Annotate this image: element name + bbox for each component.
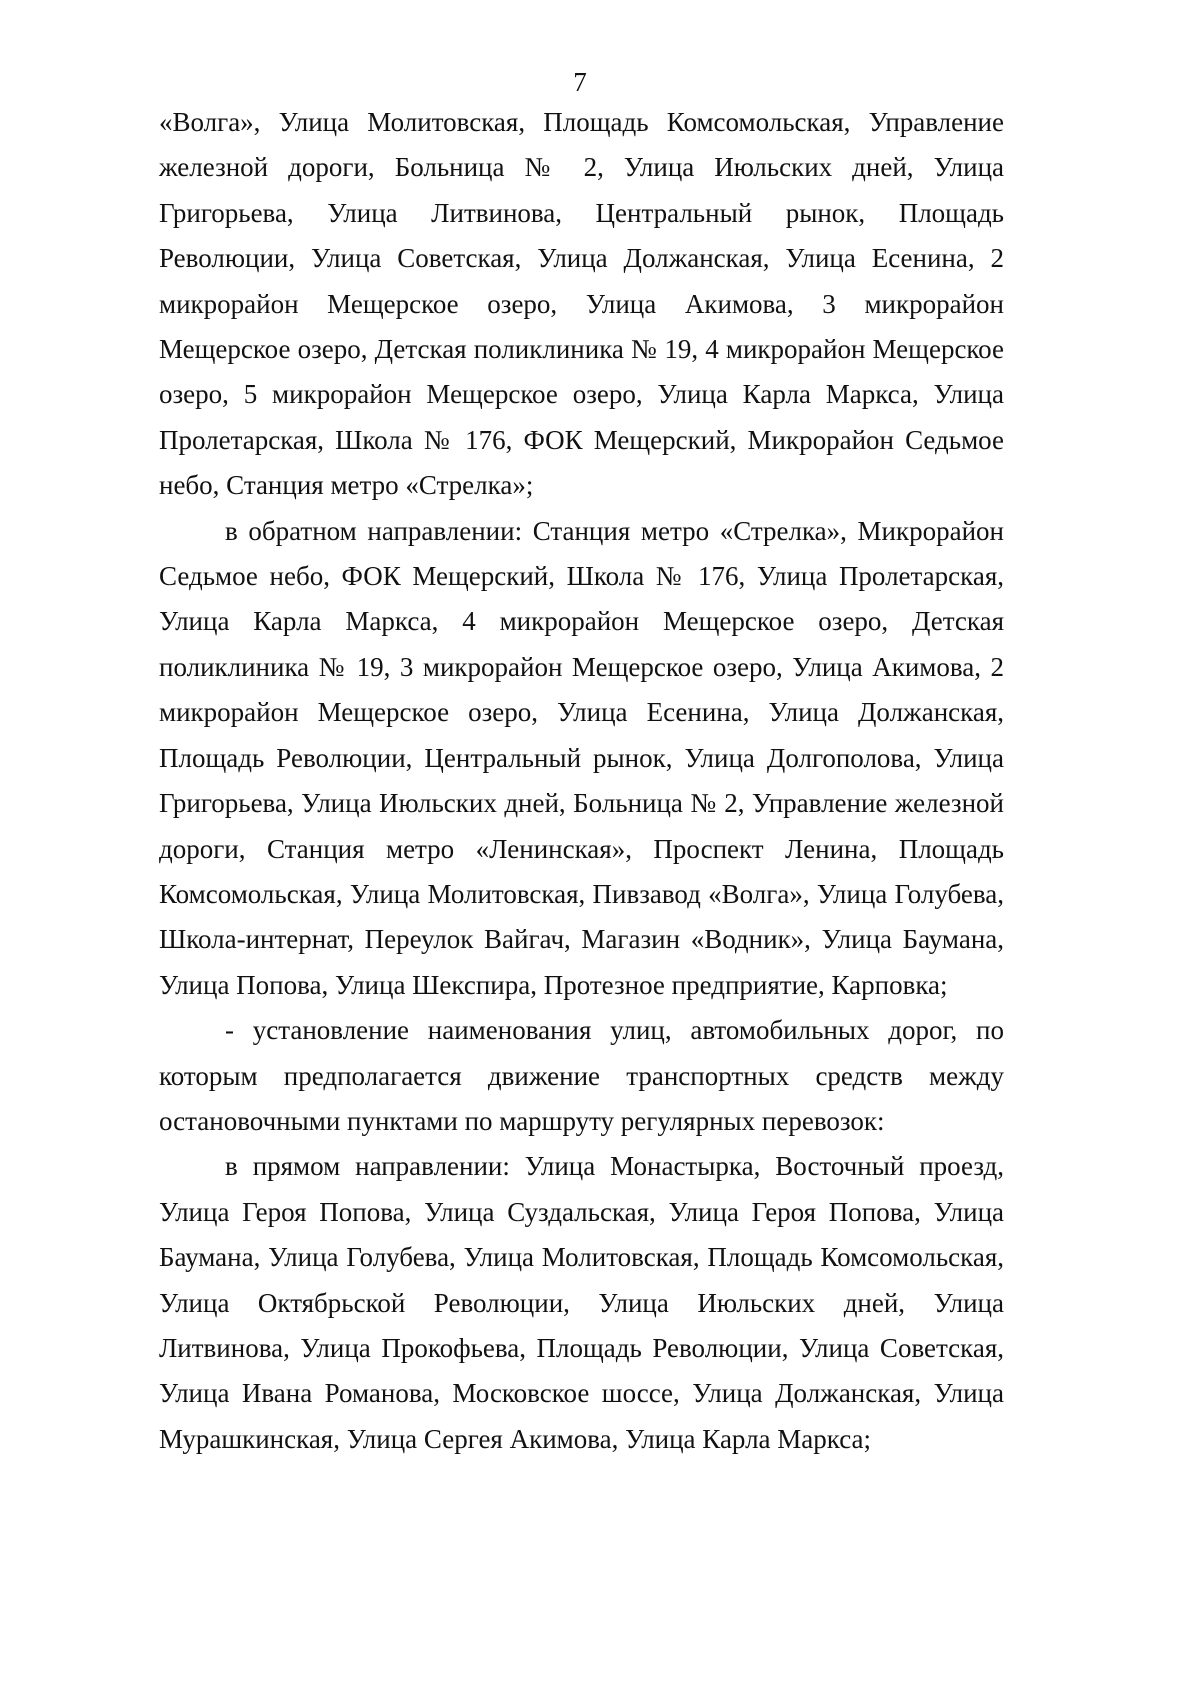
paragraph-street-names-heading: - установление наименования улиц, автомобильных дорог, по которым предполагается движение транспортных средств между остановочными пунктами по маршруту регулярных перевозок: [159, 1015, 1004, 1136]
paragraph-forward-stops-continuation: «Волга», Улица Молитовская, Площадь Комсомольская, Управление железной дороги, Больница № 2, Улица Июльских дней, Улица Григорьева, Улица Литвинова, Центральный рынок, Площадь Революции, Улица Советская, Улица Должанская, Улица Есенина, 2 микрорайон Мещерское озеро, Улица Акимова, 3 микрорайон Мещерское озеро, Детская поликлиника № 19, 4 микрорайон Мещерское озеро, 5 микрорайон Мещерское озеро, Улица Карла Маркса, Улица Пролетарская, Школа № 176, ФОК Мещерский, Микрорайон Седьмое небо, Станция метро «Стрелка»; [159, 107, 1004, 501]
document-body [159, 100, 1004, 1462]
paragraph-reverse-direction-stops: в обратном направлении: Станция метро «Стрелка», Микрорайон Седьмое небо, ФОК Мещерский, Школа № 176, Улица Пролетарская, Улица Карла Маркса, 4 микрорайон Мещерское озеро, Детская поликлиника № 19, 3 микрорайон Мещерское озеро, Улица Акимова, 2 микрорайон Мещерское озеро, Улица Есенина, Улица Должанская, Площадь Революции, Центральный рынок, Улица Долгополова, Улица Григорьева, Улица Июльских дней, Больница № 2, Управление железной дороги, Станция метро «Ленинская», Проспект Ленина, Площадь Комсомольская, Улица Молитовская, Пивзавод «Волга», Улица Голубева, Школа-интернат, Переулок Вайгач, Магазин «Водник», Улица Баумана, Улица Попова, Улица Шекспира, Протезное предприятие, Карповка; [159, 515, 1004, 1000]
page-number: 7 [573, 67, 587, 97]
paragraph-forward-direction-streets: в прямом направлении: Улица Монастырка, Восточный проезд, Улица Героя Попова, Улица Суздальская, Улица Героя Попова, Улица Баумана, Улица Голубева, Улица Молитовская, Площадь Комсомольская, Улица Октябрьской Революции, Улица Июльских дней, Улица Литвинова, Улица Прокофьева, Площадь Революции, Улица Советская, Улица Ивана Романова, Московское шоссе, Улица Должанская, Улица Мурашкинская, Улица Сергея Акимова, Улица Карла Маркса; [159, 1151, 1004, 1454]
